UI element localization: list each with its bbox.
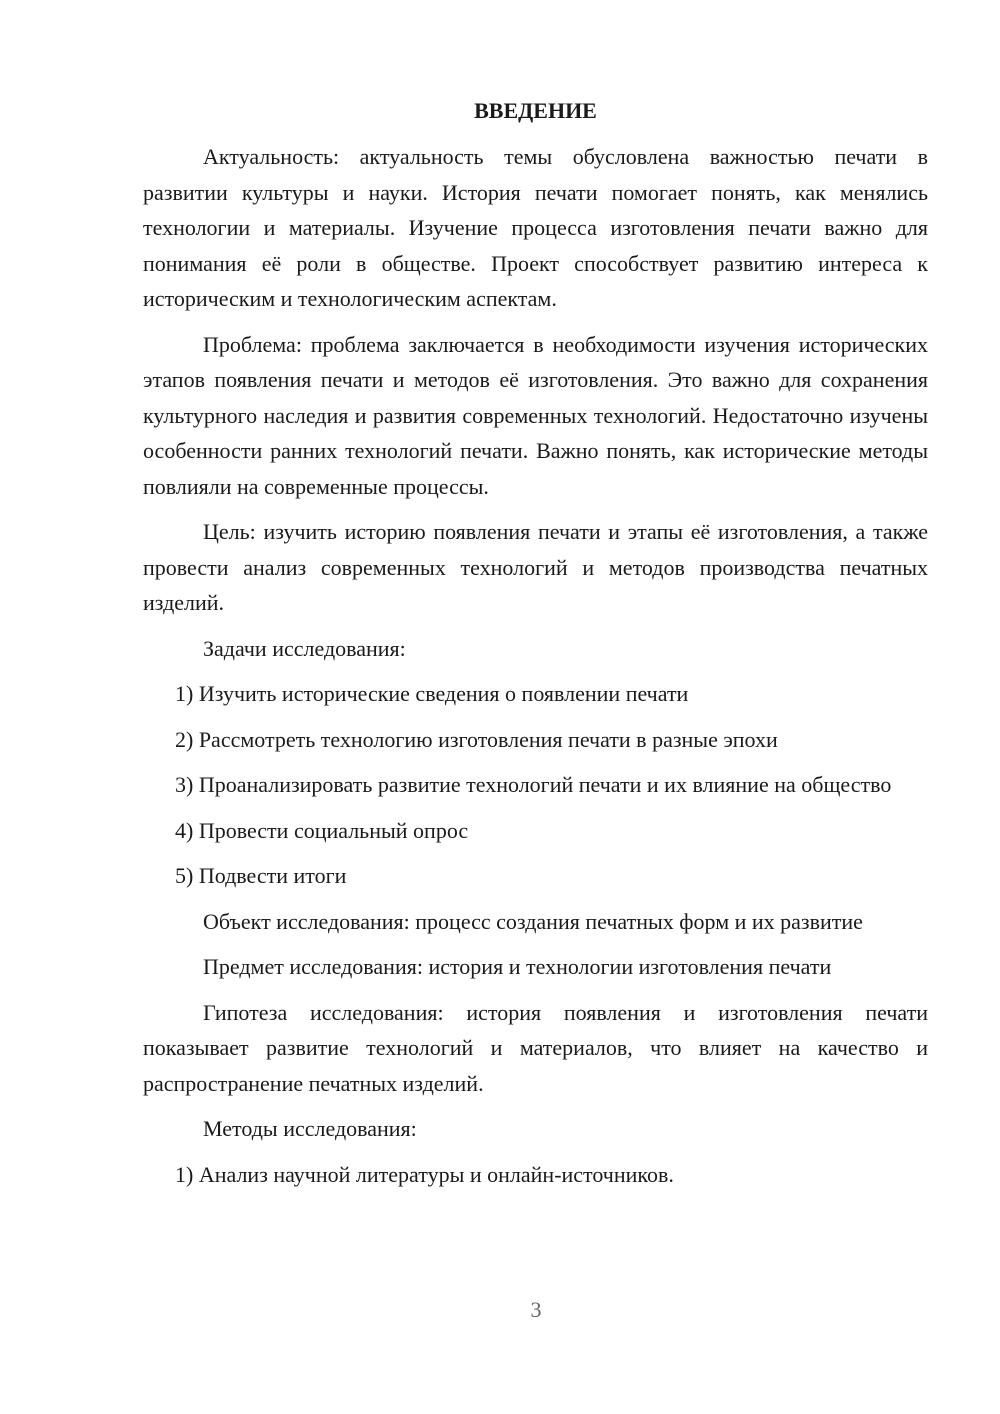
task-item-5: 5) Подвести итоги	[175, 863, 347, 888]
task-item-3: 3) Проанализировать развитие технологий печати и их влияние на общество	[175, 772, 892, 797]
section-title: ВВЕДЕНИЕ	[474, 98, 597, 123]
page-number: 3	[530, 1297, 542, 1322]
task-item-2: 2) Рассмотреть технологию изготовления печати в разные эпохи	[175, 726, 778, 752]
methods-heading: Методы исследования:	[203, 1116, 417, 1141]
goal-paragraph: Цель: изучить историю появления печати и этапы её изготовления, а также провести анализ современных технологий и методов производства печатных изделий.	[143, 519, 928, 615]
method-item-1: 1) Анализ научной литературы и онлайн-источников.	[175, 1161, 674, 1187]
hypothesis-paragraph: Гипотеза исследования: история появления и изготовления печати показывает развитие технологий и материалов, что влияет на качество и распространение печатных изделий.	[143, 999, 928, 1096]
task-item-1: 1) Изучить исторические сведения о появлении печати	[175, 681, 689, 706]
tasks-heading: Задачи исследования:	[203, 635, 406, 661]
problem-paragraph: Проблема: проблема заключается в необходимости изучения исторических этапов появления печати и методов её изготовления. Это важно для сохранения культурного наследия и развития современных технологий. Недостаточно изучены особенности ранних технологий печати. Важно понять, как исторические методы повлияли на современные процессы.	[143, 331, 928, 499]
page-content	[143, 96, 928, 1202]
task-item-4: 4) Провести социальный опрос	[175, 817, 469, 843]
object-paragraph: Объект исследования: процесс создания печатных форм и их развитие	[203, 908, 863, 934]
subject-paragraph: Предмет исследования: история и технологии изготовления печати	[203, 954, 832, 979]
relevance-paragraph: Актуальность: актуальность темы обусловлена важностью печати в развитии культуры и науки. История печати помогает понять, как менялись технологии и материалы. Изучение процесса изготовления печати важно для понимания её роли в обществе. Проект способствует развитию интереса к историческим и технологическим аспектам.	[143, 144, 928, 311]
